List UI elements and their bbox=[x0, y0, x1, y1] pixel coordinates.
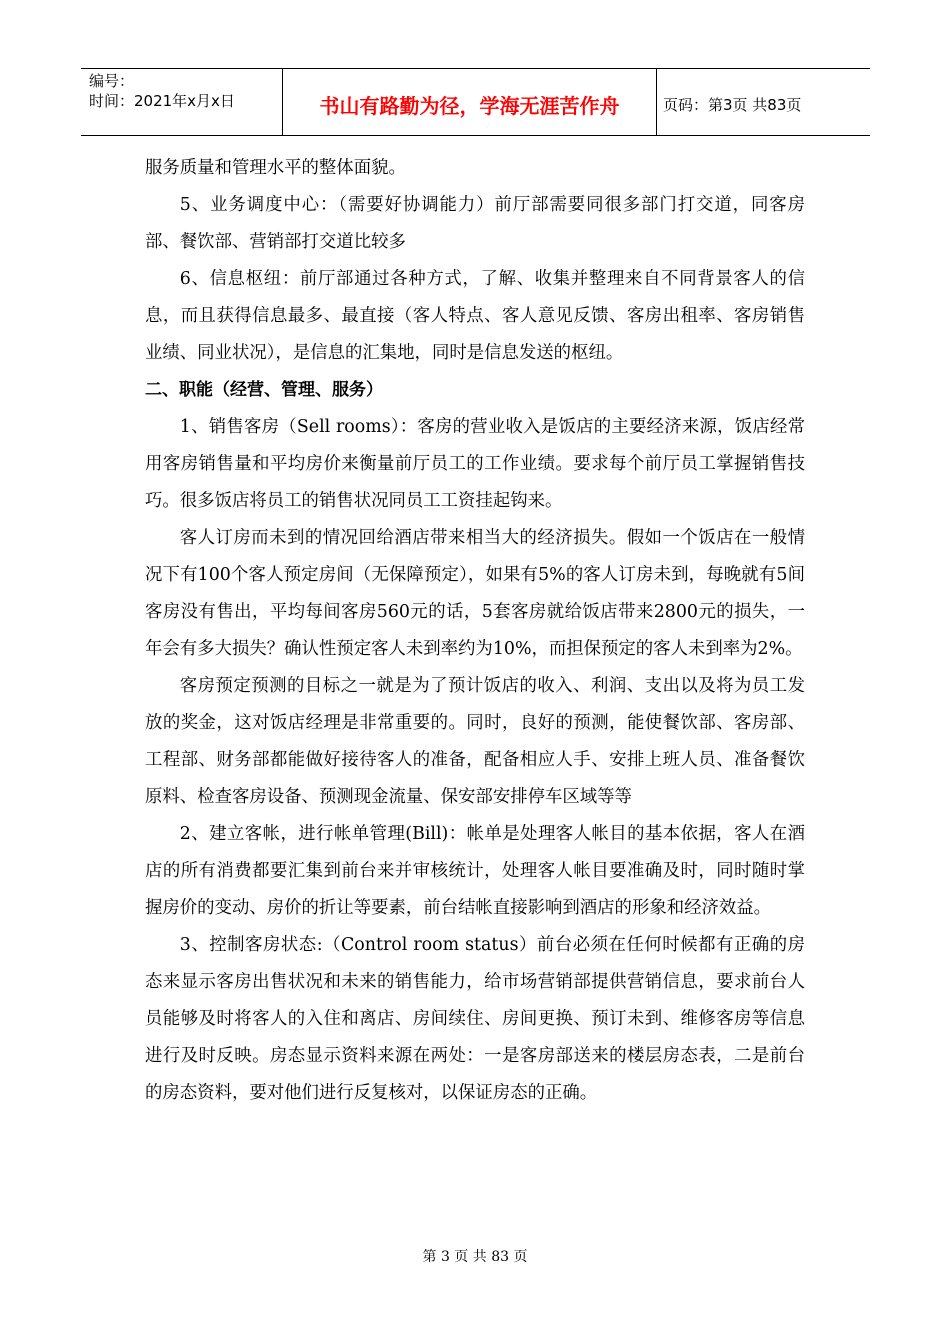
paragraph: 2、建立客帐，进行帐单管理(Bill)：帐单是处理客人帐目的基本依据，客人在酒店的所有消费都要汇集到前台来并审核统计，处理客人帐目要准确及时，同时随时掌握房价的变动、房价的折让等要素，前台结帐直接影响到酒店的形象和经济效益。 bbox=[145, 824, 805, 918]
number-label: 编号： bbox=[89, 72, 135, 90]
paragraph: 5、业务调度中心：（需要好协调能力）前厅部需要同很多部门打交道，同客房部、餐饮部、营销部打交道比较多 bbox=[145, 195, 805, 252]
section-heading: 二、职能（经营、管理、服务） bbox=[145, 380, 383, 400]
paragraph: 客人订房而未到的情况回给酒店带来相当大的经济损失。假如一个饭店在一般情况下有100个客人预定房间（无保障预定），如果有5%的客人订房未到，每晚就有5间客房没有售出，平均每间客房560元的话，5套客房就给饭店带来2800元的损失，一年会有多大损失？确认性预定客人未到率约为10%，而担保预定的客人未到率为2%。 bbox=[145, 528, 805, 659]
paragraph: 客房预定预测的目标之一就是为了预计饭店的收入、利润、支出以及将为员工发放的奖金，这对饭店经理是非常重要的。同时，良好的预测，能使餐饮部、客房部、工程部、财务部都能做好接待客人的准备，配备相应人手、安排上班人员、准备餐饮原料、检查客房设备、预测现金流量、保安部安排停车区域等等 bbox=[145, 676, 805, 807]
paragraph: 1、销售客房（Sell rooms）：客房的营业收入是饭店的主要经济来源，饭店经常用客房销售量和平均房价来衡量前厅员工的工作业绩。要求每个前厅员工掌握销售技巧。很多饭店将员工的销售状况同员工工资挂起钩来。 bbox=[145, 417, 805, 511]
page-footer: 第 3 页 共 83 页 bbox=[422, 1249, 528, 1265]
paragraph: 服务质量和管理水平的整体面貌。 bbox=[145, 158, 406, 178]
header-page-info: 页码：第3页 共83页 bbox=[663, 95, 802, 114]
paragraph: 3、控制客房状态:（Control room status）前台必须在任何时候都有正确的房态来显示客房出售状况和未来的销售能力，给市场营销部提供营销信息，要求前台人员能够及时将客人的入住和离店、房间续住、房间更换、预订未到、维修客房等信息进行及时反映。房态显示资料来源在两处：一是客房部送来的楼层房态表，二是前台的房态资料，要对他们进行反复核对，以保证房态的正确。 bbox=[145, 935, 805, 1103]
paragraph: 6、信息枢纽：前厅部通过各种方式，了解、收集并整理来自不同背景客人的信息，而且获得信息最多、最直接（客人特点、客人意见反馈、客房出租率、客房销售业绩、同业状况），是信息的汇集地，同时是信息发送的枢纽。 bbox=[145, 269, 805, 363]
document-body bbox=[145, 150, 805, 1112]
header-meta-cell bbox=[81, 69, 283, 135]
time-label: 时间：2021年x月x日 bbox=[89, 92, 235, 110]
document-header bbox=[81, 68, 870, 136]
header-motto: 书山有路勤为径，学海无涯苦作舟 bbox=[283, 69, 657, 135]
